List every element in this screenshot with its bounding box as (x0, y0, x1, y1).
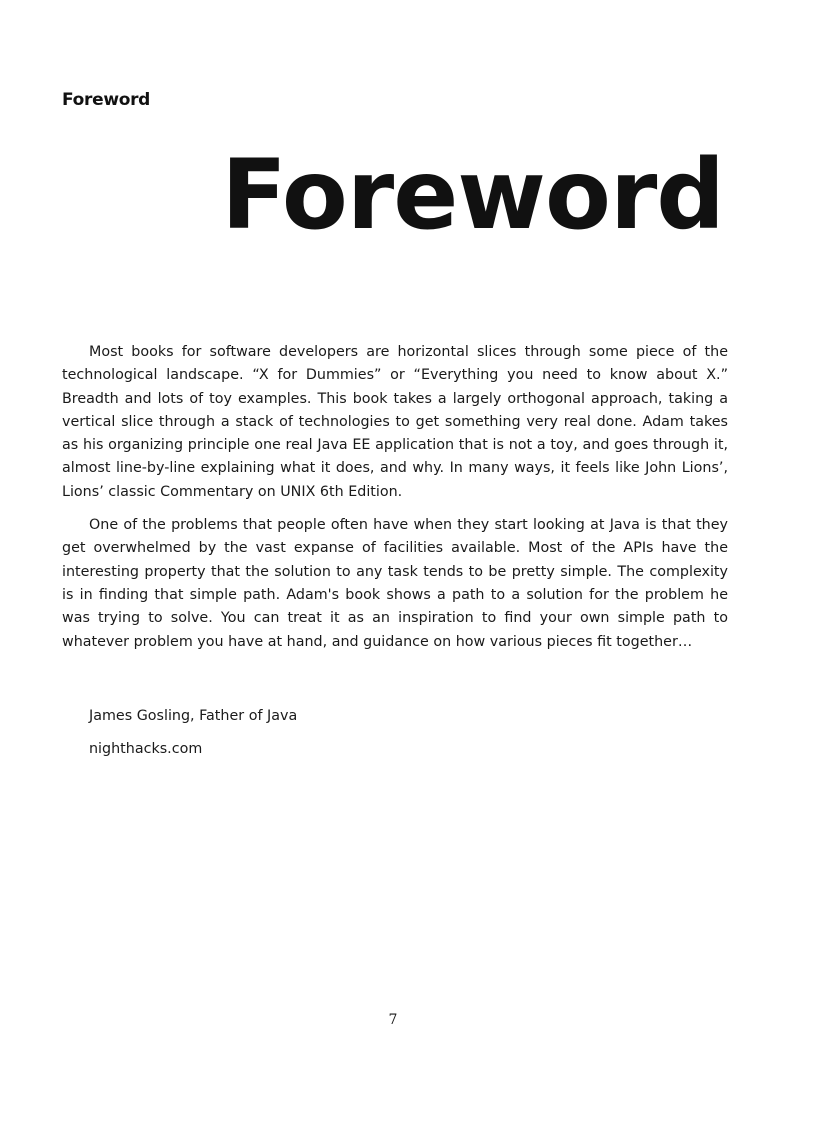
paragraph: Most books for software developers are horizontal slices through some piece of the technological landscape. “X for Dummies” or “Everything you need to know about X.” Breadth and lots of toy examples. This book takes a largely orthogonal approach, taking a vertical slice through a stack of technologies to get something very real done. Adam takes as his organizing principle one real Java EE application that is not a toy, and goes through it, almost line-by-line explaining what it does, and why. In many ways, it feels like John Lions’, Lions’ classic Commentary on UNIX 6th Edition. (62, 344, 728, 500)
chapter-title: Foreword (221, 139, 724, 251)
paragraph: One of the problems that people often have when they start looking at Java is that they get overwhelmed by the vast expanse of facilities available. Most of the APIs have the interesting property that the solution to any task tends to be pretty simple. The complexity is in finding that simple path. Adam's book shows a path to a solution for the problem he was trying to solve. You can treat it as an inspiration to find your own simple path to whatever problem you have at hand, and guidance on how various pieces fit together… (62, 517, 728, 650)
signature-block (89, 705, 297, 772)
signature-author: James Gosling, Father of Java (89, 708, 298, 724)
foreword-body (62, 341, 728, 664)
page-number: 7 (388, 1012, 398, 1028)
signature-website: nighthacks.com (89, 741, 203, 758)
running-header: Foreword (62, 90, 151, 110)
